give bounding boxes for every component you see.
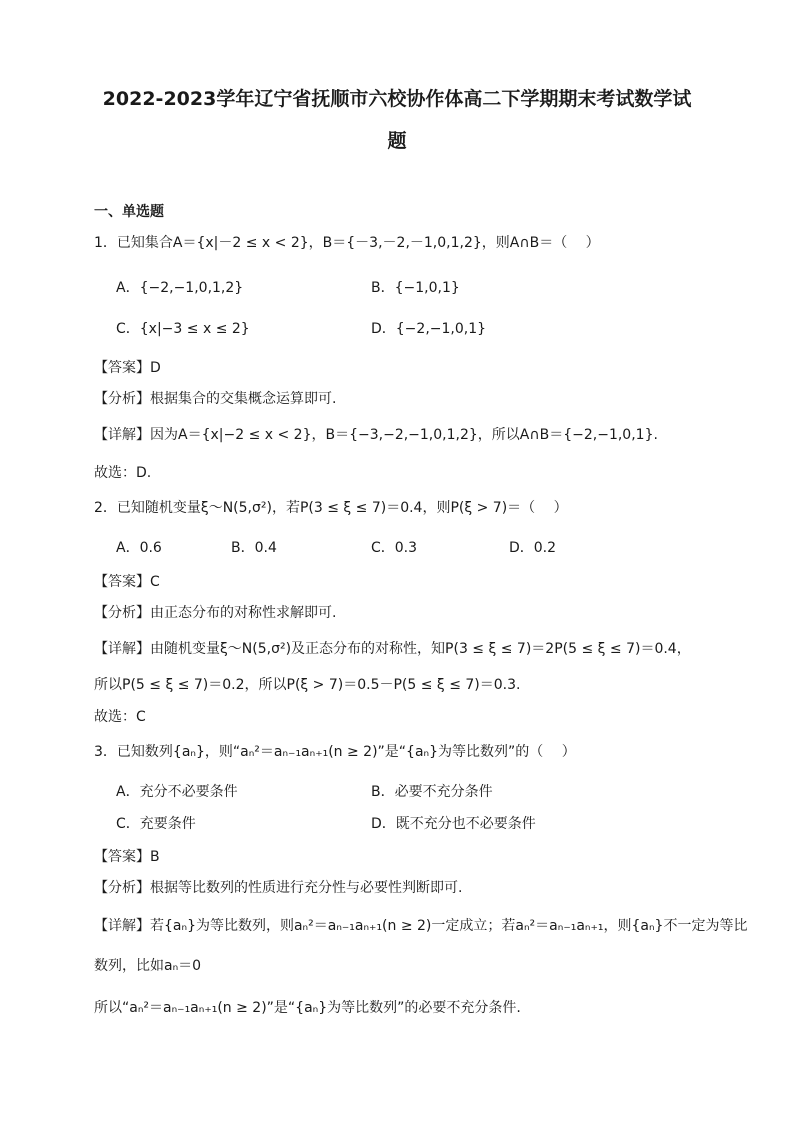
question-2-option-b: B．0.4 <box>231 540 277 556</box>
question-1-option-a: A．{−2,−1,0,1,2} <box>116 280 244 296</box>
section-heading: 一、单选题 <box>94 204 164 220</box>
question-3-answer: 【答案】B <box>94 849 160 865</box>
question-3-option-b: B．必要不充分条件 <box>371 784 493 800</box>
question-3-analysis: 【分析】根据等比数列的性质进行充分性与必要性判断即可. <box>94 880 463 896</box>
question-1-stem: 1．已知集合A＝{x|－2 ≤ x < 2}，B＝{－3,－2,－1,0,1,2}，则A∩B＝（ ） <box>94 235 600 251</box>
question-2-answer: 【答案】C <box>94 574 160 590</box>
question-3-option-c: C．充要条件 <box>116 816 196 832</box>
question-3-detail-line-3: 所以“aₙ²＝aₙ₋₁aₙ₊₁(n ≥ 2)”是“{aₙ}为等比数列”的必要不充分条件. <box>94 1000 521 1016</box>
question-2-analysis: 【分析】由正态分布的对称性求解即可. <box>94 605 337 621</box>
question-3-detail-line-1: 【详解】若{aₙ}为等比数列，则aₙ²＝aₙ₋₁aₙ₊₁(n ≥ 2)一定成立；若aₙ²＝aₙ₋₁aₙ₊₁，则{aₙ}不一定为等比 <box>94 918 748 934</box>
question-1-option-c: C．{x|−3 ≤ x ≤ 2} <box>116 321 250 337</box>
question-1-analysis: 【分析】根据集合的交集概念运算即可. <box>94 391 337 407</box>
question-2-detail-line-2: 所以P(5 ≤ ξ ≤ 7)＝0.2，所以P(ξ > 7)＝0.5－P(5 ≤ ξ ≤ 7)＝0.3. <box>94 677 521 693</box>
question-1-detail: 【详解】因为A＝{x|−2 ≤ x < 2}，B＝{−3,−2,−1,0,1,2}，所以A∩B＝{−2,−1,0,1}. <box>94 427 658 443</box>
question-1-option-d: D．{−2,−1,0,1} <box>371 321 487 337</box>
page-title-line-2: 题 <box>387 130 407 152</box>
question-2-option-a: A．0.6 <box>116 540 162 556</box>
question-2-detail-line-1: 【详解】由随机变量ξ～N(5,σ²)及正态分布的对称性，知P(3 ≤ ξ ≤ 7)＝2P(5 ≤ ξ ≤ 7)＝0.4， <box>94 641 691 657</box>
question-2-option-d: D．0.2 <box>509 540 557 556</box>
question-3-detail-line-2: 数列，比如aₙ＝0 <box>94 958 202 974</box>
question-2-conclusion: 故选：C <box>94 709 146 725</box>
question-3-option-a: A．充分不必要条件 <box>116 784 238 800</box>
question-1-conclusion: 故选：D. <box>94 465 152 481</box>
question-3-stem: 3．已知数列{aₙ}，则“aₙ²＝aₙ₋₁aₙ₊₁(n ≥ 2)”是“{aₙ}为等比数列”的（ ） <box>94 744 576 760</box>
question-2-stem: 2．已知随机变量ξ～N(5,σ²)，若P(3 ≤ ξ ≤ 7)＝0.4，则P(ξ > 7)＝（ ） <box>94 500 568 516</box>
question-2-option-c: C．0.3 <box>371 540 418 556</box>
page-title-line-1: 2022-2023学年辽宁省抚顺市六校协作体高二下学期期末考试数学试 <box>102 88 692 110</box>
question-1-option-b: B．{−1,0,1} <box>371 280 460 296</box>
question-3-option-d: D．既不充分也不必要条件 <box>371 816 536 832</box>
question-1-answer: 【答案】D <box>94 360 161 376</box>
